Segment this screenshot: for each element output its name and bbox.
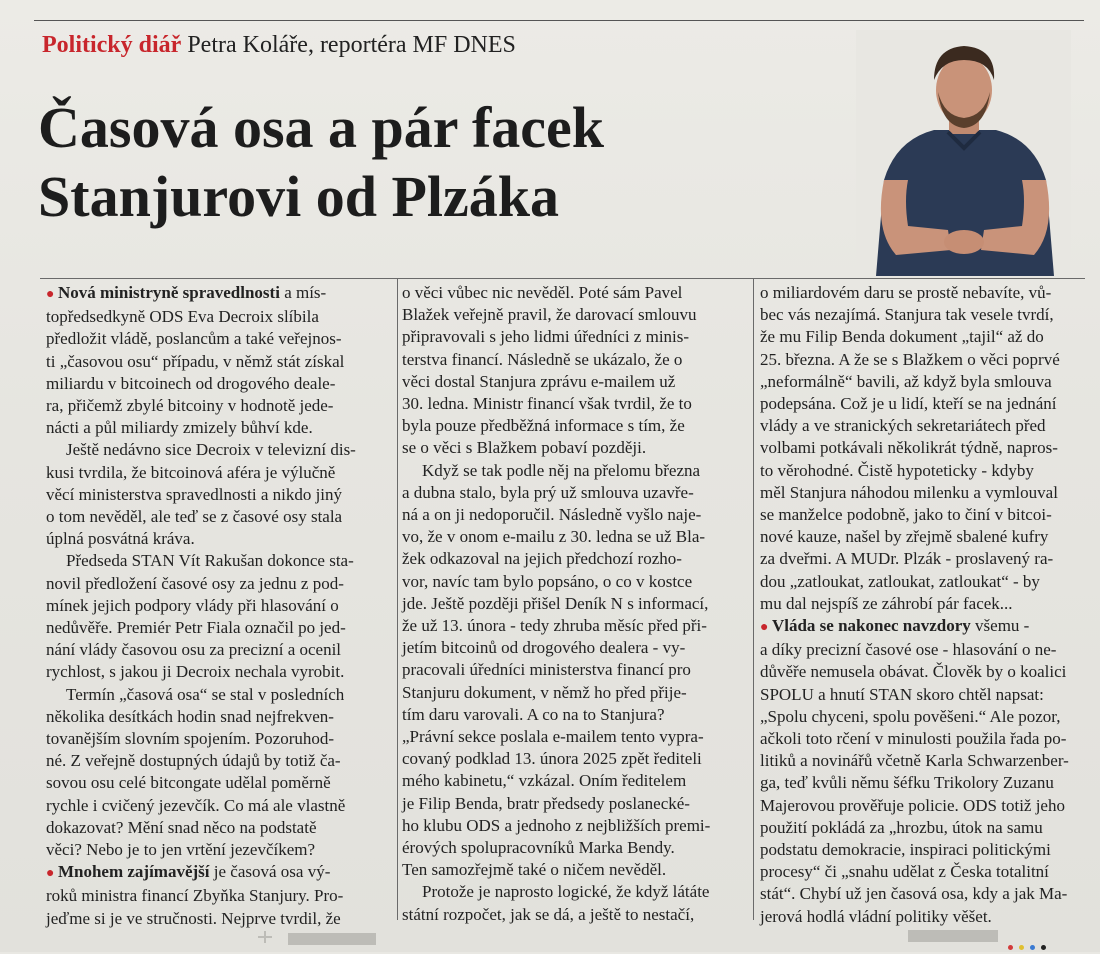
body-text: rychle i cvičený jezevčík. Co má ale vlastně (46, 795, 346, 815)
text-line (402, 815, 748, 837)
body-text: ho klubu ODS a jednoho z nejbližších premi- (402, 815, 711, 835)
body-text: Stanjuru dokument, v němž ho před přije- (402, 682, 687, 702)
body-text: volbami potkávali několikrát týdně, napros- (760, 438, 1058, 458)
text-line (760, 728, 1090, 750)
body-text: litiků a novinářů včetně Karla Schwarzenber- (760, 751, 1069, 771)
body-text: Když se tak podle něj na přelomu března (422, 460, 701, 480)
body-text: procesy“ či „snahu udělat z Česka totalitní (760, 862, 1049, 882)
body-text: nedůvěře. Premiér Petr Fiala označil po jed- (46, 618, 346, 638)
body-text: a dubna stalo, byla prý už smlouva uzavře- (402, 482, 694, 502)
text-line (46, 885, 391, 907)
text-line (760, 593, 1090, 615)
text-line (46, 595, 391, 617)
text-line (760, 482, 1090, 504)
body-text: o věci vůbec nic nevěděl. Poté sám Pavel (402, 283, 683, 302)
text-line (760, 371, 1090, 393)
column-separator-1 (397, 278, 398, 920)
text-line (760, 839, 1090, 861)
body-top-rule (40, 278, 1085, 279)
body-text: byla pouze předběžná informace s tím, že (402, 416, 685, 436)
text-line (46, 550, 391, 572)
body-text: mínek jejich podpory vlády při hlasování o (46, 595, 339, 615)
body-text: že mu Filip Benda dokument „tajil“ až do (760, 327, 1044, 347)
body-text: tím daru varovali. A co na to Stanjura? (402, 704, 665, 724)
text-line (46, 908, 391, 930)
text-line (46, 484, 391, 506)
text-line (402, 548, 748, 570)
body-text: že už 13. února - tedy zhruba měsíc před při- (402, 616, 707, 636)
text-line (760, 883, 1090, 905)
text-line (46, 282, 391, 306)
text-line (402, 726, 748, 748)
body-text: stát“. Chybí už jen časová osa, kdy a jak Ma- (760, 884, 1068, 904)
text-line (46, 706, 391, 728)
text-line (46, 839, 391, 861)
body-text: sovou osu celé bitcongate udělal poměrně (46, 773, 331, 793)
text-line (46, 795, 391, 817)
body-text: jeďme si je ve stručnosti. Nejprve tvrdil, že (46, 908, 341, 928)
body-text: se manželce podobně, jako to činí v bitcoi- (760, 505, 1052, 525)
body-text: ga, teď kvůli němu šéfku Trikolory Zuzanu (760, 773, 1054, 793)
body-text: né. Z veřejně dostupných údajů by totiž ča- (46, 751, 341, 771)
text-line (46, 328, 391, 350)
text-line (402, 748, 748, 770)
text-line (402, 349, 748, 371)
text-line (402, 526, 748, 548)
body-text: mého kabinetu,“ vzkázal. Oním ředitelem (402, 771, 687, 791)
text-line (760, 415, 1090, 437)
text-line (760, 750, 1090, 772)
body-text: podstatu demokracie, inspiraci politickými (760, 840, 1051, 860)
text-line (46, 373, 391, 395)
body-text: připravovali s jeho lidmi úředníci z minis- (402, 327, 690, 347)
body-text: bec vás nezajímá. Stanjura tak vesele tvrdí, (760, 305, 1054, 325)
text-line (46, 306, 391, 328)
text-line (402, 837, 748, 859)
text-line (760, 906, 1090, 928)
text-column-3 (760, 282, 1090, 928)
text-column-1 (46, 282, 391, 930)
body-text: úplná posvátná kráva. (46, 529, 195, 549)
text-line (402, 770, 748, 792)
text-line (760, 282, 1090, 304)
text-line (760, 639, 1090, 661)
text-line (402, 659, 748, 681)
text-line (760, 393, 1090, 415)
text-line (402, 593, 748, 615)
body-text: státní rozpočet, jak se dá, a ještě to nestačí, (402, 904, 695, 924)
body-text: a mís- (279, 283, 327, 302)
body-text: rychlost, s jakou ji Decroix nechala vyrobit. (46, 662, 345, 682)
body-text: důvěře nemusela obávat. Člověk by o koalici (760, 662, 1067, 682)
text-line (402, 904, 748, 926)
body-text: „Spolu chyceni, spolu pověšeni.“ Ale pozor, (760, 706, 1061, 726)
body-text: ná a on ji nedoporučil. Následně vyšlo naje- (402, 505, 702, 525)
body-text: věci dostal Stanjura zprávu e-mailem už (402, 371, 676, 391)
text-line (402, 504, 748, 526)
text-line (46, 639, 391, 661)
text-line (760, 548, 1090, 570)
body-text: nání vlády časovou osu za precizní a ocenil (46, 640, 342, 660)
body-text: novil předložení časové osy za jednu z pod- (46, 573, 344, 593)
body-text: dou „zatloukat, zatloukat, zatloukat“ - by (760, 571, 1040, 591)
body-text: Majerovou prověřuje policie. ODS totiž jeho (760, 795, 1065, 815)
text-line (46, 351, 391, 373)
author-photo (856, 30, 1071, 276)
column-separator-2 (753, 278, 754, 920)
red-bullet-icon: ● (46, 287, 58, 302)
body-text: Blažek veřejně pravil, že darovací smlouvu (402, 305, 697, 325)
body-text: SPOLU a hnutí STAN skoro chtěl napsat: (760, 684, 1044, 704)
body-text: předložit vládě, poslancům a také veřejnos- (46, 329, 342, 349)
body-text: několika desítkách hodin snad nejfrekven- (46, 706, 334, 726)
body-text: 30. ledna. Ministr financí však tvrdil, že to (402, 394, 692, 414)
text-line (46, 573, 391, 595)
body-text: je Filip Benda, bratr předsedy poslanecké- (402, 793, 690, 813)
body-text: nové kauze, našel by zřejmě sbalené kufry (760, 527, 1049, 547)
headline (38, 93, 604, 231)
text-line (760, 326, 1090, 348)
body-text: roků ministra financí Zbyňka Stanjury. Pro- (46, 886, 344, 906)
top-rule (34, 20, 1084, 21)
body-text: ačkoli toto rčení v minulosti použila řada po- (760, 729, 1067, 749)
text-line (46, 417, 391, 439)
kicker-section: Politický diář (42, 32, 182, 58)
text-line (46, 750, 391, 772)
text-line (46, 817, 391, 839)
body-text: Předseda STAN Vít Rakušan dokonce sta- (66, 551, 354, 571)
author-portrait-image (856, 30, 1071, 276)
body-text: všemu - (970, 616, 1030, 636)
body-text: se o věci s Blažkem pobaví později. (402, 438, 647, 458)
body-text: jde. Ještě později přišel Deník N s informací, (402, 593, 709, 613)
text-line (46, 439, 391, 461)
text-line (402, 793, 748, 815)
body-text: „Právní sekce poslala e-mailem tento vypra- (402, 727, 704, 747)
text-line (46, 661, 391, 683)
body-text: věcí ministerstva spravedlnosti a nikdo jiný (46, 484, 343, 504)
body-text: vlády a ve stranických sekretariátech před (760, 416, 1046, 436)
body-text: tovanějším slovním spojením. Pozoruhod- (46, 729, 335, 749)
text-line (46, 506, 391, 528)
registration-bar (908, 930, 998, 942)
registration-bar (288, 933, 376, 945)
red-bullet-icon: ● (760, 620, 772, 636)
text-line (402, 482, 748, 504)
text-line (46, 684, 391, 706)
kicker-byline: Petra Koláře, reportéra MF DNES (187, 32, 516, 58)
body-text: za dveřmi. A MUDr. Plzák - proslavený ra- (760, 549, 1054, 569)
body-text: érových spolupracovníků Marka Bendy. (402, 838, 675, 858)
headline-line-1: Časová osa a pár facek (38, 95, 605, 160)
body-text: kusi tvrdila, že bitcoinová aféra je výlučně (46, 462, 336, 482)
text-line (402, 371, 748, 393)
body-text: ti „časovou osu“ případu, v němž stát získal (46, 351, 345, 371)
lead-in-text: Nová ministryně spravedlnosti (57, 283, 280, 302)
text-line (402, 881, 748, 903)
body-text: topředsedkyně ODS Eva Decroix slíbila (46, 307, 319, 327)
text-line (760, 504, 1090, 526)
text-line (760, 661, 1090, 683)
body-text: žek odkazoval na jejich předchozí rozho- (402, 549, 682, 569)
body-text: je časová osa vý- (209, 862, 331, 882)
body-text: covaný podklad 13. února 2025 zpět řediteli (402, 749, 702, 769)
body-text: to věrohodné. Čistě hypoteticky - kdyby (760, 460, 1034, 480)
body-text: a díky precizní časové ose - hlasování o ne- (760, 640, 1057, 660)
text-line (760, 349, 1090, 371)
text-line (760, 460, 1090, 482)
text-line (760, 304, 1090, 326)
body-text: vo, že v onom e-mailu z 30. ledna se už Bla- (402, 527, 706, 547)
text-line (402, 282, 748, 304)
body-text: 25. března. A že se s Blažkem o věci poprvé (760, 349, 1060, 369)
body-text: použití pokládá za „hrozbu, útok na samu (760, 817, 1043, 837)
text-line (402, 637, 748, 659)
body-text: měl Stanjura náhodou milenku a vymlouval (760, 482, 1058, 502)
body-text: Ten samozřejmě také o ničem nevěděl. (402, 860, 667, 880)
text-line (46, 528, 391, 550)
column-kicker (42, 30, 516, 60)
text-line (402, 415, 748, 437)
body-text: miliardu v bitcoinech od drogového deale- (46, 373, 336, 393)
text-line (46, 772, 391, 794)
text-line (760, 706, 1090, 728)
body-text: nácti a půl miliardy zmizely bůhví kde. (46, 418, 313, 438)
body-text: Termín „časová osa“ se stal v posledních (66, 684, 345, 704)
text-line (760, 684, 1090, 706)
text-line (402, 326, 748, 348)
text-line (402, 682, 748, 704)
body-text: mu dal nejspíš ze záhrobí pár facek... (760, 593, 1013, 613)
body-text: vor, navíc tam bylo popsáno, o co v kostce (402, 571, 693, 591)
body-text: o miliardovém daru se prostě nebavíte, vů- (760, 283, 1052, 302)
body-text: „neformálně“ bavili, až když byla smlouva (760, 371, 1052, 391)
body-text: jetím bitcoinů od drogového dealera - vy- (402, 638, 686, 658)
text-column-2 (402, 282, 748, 926)
text-line (402, 571, 748, 593)
crop-mark (264, 931, 266, 943)
lead-in-text: Mnohem zajímavější (57, 862, 210, 882)
text-line (402, 859, 748, 881)
body-text: ra, přičemž zbylé bitcoiny v hodnotě jede- (46, 396, 334, 416)
body-text: věci? Nebo je to jen vrtění jezevčíkem? (46, 840, 316, 860)
text-line (46, 462, 391, 484)
red-bullet-icon: ● (46, 866, 58, 882)
body-text: terstva financí. Následně se ukázalo, že o (402, 349, 683, 369)
body-text: dokazovat? Mění snad něco na podstatě (46, 817, 317, 837)
text-line (402, 304, 748, 326)
body-text: Ještě nedávno sice Decroix v televizní dis- (66, 440, 356, 460)
text-line (760, 571, 1090, 593)
text-line (402, 704, 748, 726)
text-line (402, 437, 748, 459)
text-line (46, 728, 391, 750)
lead-in-text: Vláda se nakonec navzdory (771, 616, 971, 636)
text-line (760, 772, 1090, 794)
text-line (760, 861, 1090, 883)
body-text: pracovali úředníci ministerstva financí pro (402, 660, 691, 680)
text-line (760, 795, 1090, 817)
text-line (402, 615, 748, 637)
color-registration-dots (1008, 935, 1052, 949)
text-line (760, 437, 1090, 459)
text-line (760, 615, 1090, 639)
headline-line-2: Stanjurovi od Plzáka (38, 164, 560, 229)
text-line (46, 861, 391, 885)
text-line (46, 395, 391, 417)
body-text: Protože je naprosto logické, že když látáte (422, 882, 710, 902)
text-line (402, 393, 748, 415)
body-text: o tom nevěděl, ale teď se z časové osy stala (46, 507, 343, 527)
text-line (760, 526, 1090, 548)
text-line (760, 817, 1090, 839)
text-line (402, 460, 748, 482)
body-text: jerová hodlá vládní politiky věšet. (760, 906, 992, 926)
text-line (46, 617, 391, 639)
body-text: podepsána. Což je u lidí, kteří se na jednání (760, 394, 1057, 414)
